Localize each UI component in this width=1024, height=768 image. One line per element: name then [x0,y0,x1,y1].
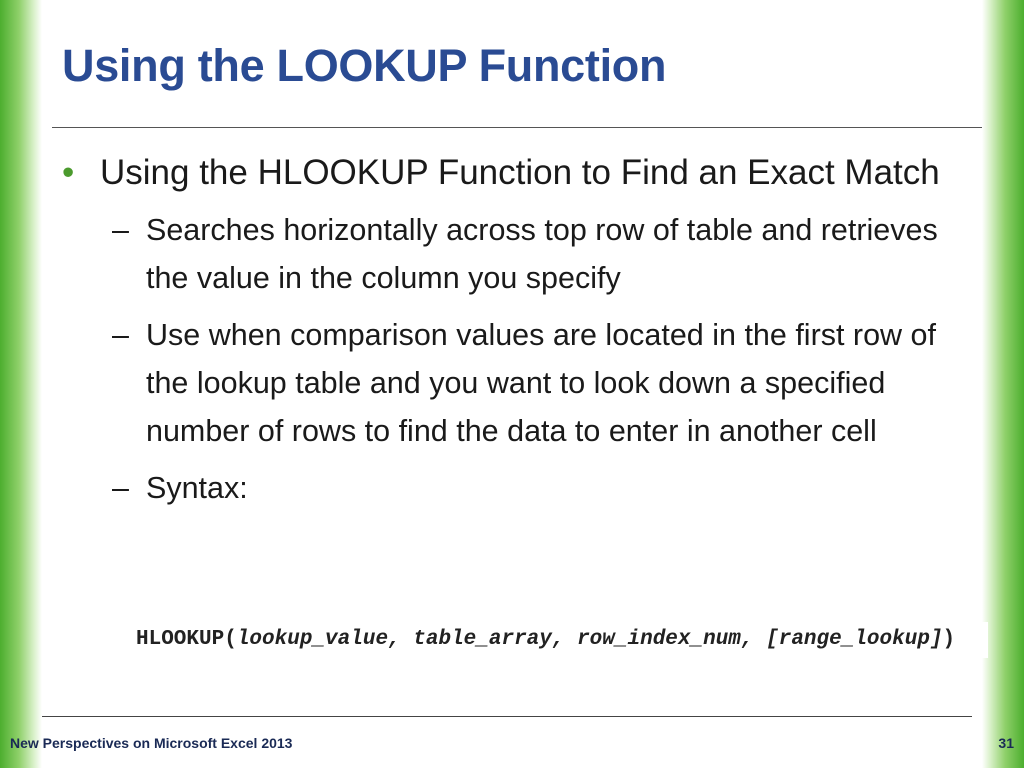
left-decorative-bar [0,0,42,768]
sub-bullet-item [62,311,941,455]
right-decorative-bar [982,0,1024,768]
slide-title: Using the LOOKUP Function [62,40,667,91]
slide-content [62,148,962,512]
page-number: 31 [998,735,1014,751]
sub-bullet-item [62,464,941,512]
sub-bullet-marker: – [112,318,129,352]
sub-bullet-marker: – [112,471,129,505]
bullet-marker: • [62,153,75,192]
sub-bullet-item [62,206,941,302]
syntax-arguments: lookup_value, table_array, row_index_num, [range_lookup] [236,628,943,651]
sub-bullet-text: Searches horizontally across top row of table and retrieves the value in the column you specify [146,213,938,295]
syntax-function-name: HLOOKUP( [136,628,237,651]
sub-bullet-text: Syntax: [146,471,248,505]
sub-bullet-marker: – [112,213,129,247]
syntax-formula [128,622,988,658]
footer-divider [42,716,972,717]
title-divider [52,127,982,128]
sub-bullet-text: Use when comparison values are located in the first row of the lookup table and you want to look down a specified number of rows to find the data to enter in another cell [146,318,936,448]
footer-text: New Perspectives on Microsoft Excel 2013 [10,735,293,751]
bullet-item [62,148,955,197]
syntax-closing: ) [942,628,956,651]
bullet-text: Using the HLOOKUP Function to Find an Exact Match [100,153,940,192]
